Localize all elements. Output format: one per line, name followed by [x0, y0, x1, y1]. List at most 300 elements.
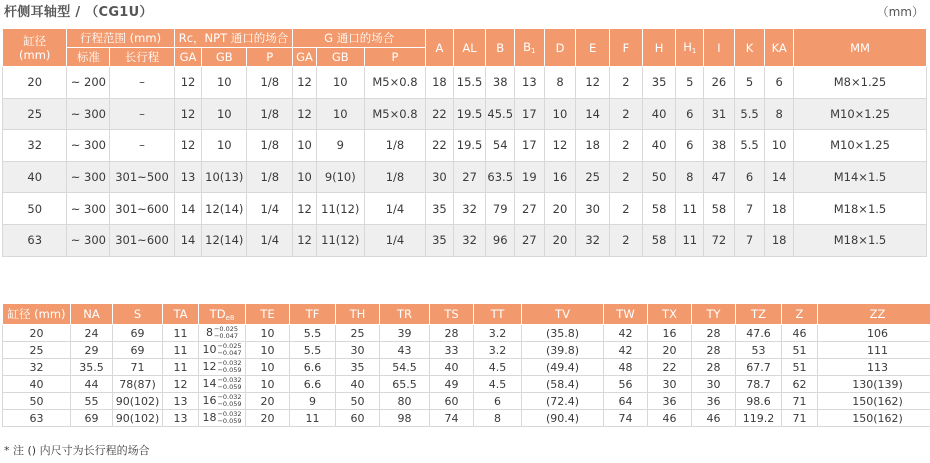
- table2-header: $TD_{e8}$: [199, 304, 246, 325]
- table2-cell: 36: [648, 393, 692, 410]
- table1-cell: 25: [576, 161, 610, 193]
- table2-cell: 14−0.032 −0.059: [199, 376, 246, 393]
- page-title: 杆侧耳轴型 / （CG1U）: [4, 5, 153, 20]
- table1-cell: 27: [515, 193, 545, 225]
- table2-cell: 69: [71, 410, 113, 427]
- table1-cell: 30: [576, 193, 610, 225]
- table1-cell: 18: [765, 193, 794, 225]
- table2-cell: 74: [430, 410, 474, 427]
- table2-cell: 63: [3, 410, 71, 427]
- table2-cell: 30: [336, 342, 380, 359]
- table2-cell: 8: [474, 410, 522, 427]
- table2-cell: 48: [604, 359, 648, 376]
- table1-cell: 32: [453, 193, 486, 225]
- table1-cell: 5.5: [734, 130, 765, 162]
- table2-header: TY: [692, 304, 736, 325]
- table2-cell: (35.8): [522, 325, 604, 342]
- table2-cell: 40: [336, 376, 380, 393]
- table2-cell: 25: [336, 325, 380, 342]
- table2-header: S: [113, 304, 163, 325]
- table2-cell: 3.2: [474, 325, 522, 342]
- table2-row: [3, 342, 930, 359]
- header-P: P: [247, 48, 293, 67]
- table1-cell: 13: [174, 161, 202, 193]
- table1-cell: 1/8: [247, 67, 293, 99]
- table1-cell: M8×1.25: [793, 67, 926, 99]
- table2-cell: 69: [113, 342, 163, 359]
- header-B1: $B_1$: [515, 29, 545, 67]
- header-stroke-range: 行程范围 (mm): [67, 29, 174, 48]
- table1-cell: 301~600: [110, 224, 174, 256]
- header-std: 标准: [67, 48, 110, 67]
- tolerance: −0.032 −0.059: [217, 393, 242, 408]
- table2-header: TH: [336, 304, 380, 325]
- table2-header: TS: [430, 304, 474, 325]
- table2-header: TR: [380, 304, 430, 325]
- table1-cell: 11(12): [316, 193, 364, 225]
- table1-cell: 45.5: [486, 98, 515, 130]
- table1-cell: 12: [293, 98, 317, 130]
- table2-cell: 11: [163, 325, 199, 342]
- table1-cell: 2: [610, 67, 643, 99]
- table2-cell: 5.5: [290, 342, 336, 359]
- table1-cell: 79: [486, 193, 515, 225]
- unit-label: （mm）: [876, 5, 924, 19]
- table2-cell: 47.6: [736, 325, 782, 342]
- tolerance: −0.032 −0.059: [217, 359, 242, 374]
- table1-cell: 2: [610, 161, 643, 193]
- table1-cell: 13: [515, 67, 545, 99]
- header-GB: GB: [202, 48, 247, 67]
- table2-cell: 78.7: [736, 376, 782, 393]
- table1-cell: 54: [486, 130, 515, 162]
- table1-cell: 5: [676, 67, 704, 99]
- table2-cell: 40: [430, 359, 474, 376]
- table1-cell: 19: [515, 161, 545, 193]
- table2-cell: 12: [163, 376, 199, 393]
- table1-cell: 22: [426, 130, 454, 162]
- table1-cell: 10: [293, 161, 317, 193]
- table2-cell: 39: [380, 325, 430, 342]
- table1-cell: ~ 300: [67, 224, 110, 256]
- tolerance: −0.032 −0.059: [217, 410, 242, 425]
- table2-cell: 98.6: [736, 393, 782, 410]
- table1-cell: 12: [174, 67, 202, 99]
- table1-cell: ~ 300: [67, 98, 110, 130]
- table1-cell: 26: [704, 67, 735, 99]
- table2-header: NA: [71, 304, 113, 325]
- table1-cell: 22: [426, 98, 454, 130]
- table2-cell: 55: [71, 393, 113, 410]
- table2-cell: (90.4): [522, 410, 604, 427]
- table2-cell: 64: [604, 393, 648, 410]
- header-K: K: [734, 29, 765, 67]
- table1-cell: 38: [486, 67, 515, 99]
- table1-cell: 1/4: [247, 193, 293, 225]
- table2-cell: 3.2: [474, 342, 522, 359]
- table1-cell: –: [110, 130, 174, 162]
- header-GB-g: GB: [316, 48, 364, 67]
- table1-cell: 5.5: [734, 98, 765, 130]
- table1-cell: M18×1.5: [793, 193, 926, 225]
- table1-cell: 31: [704, 98, 735, 130]
- table1-cell: 40: [642, 130, 676, 162]
- table1-cell: 35: [426, 193, 454, 225]
- table1-cell: 2: [610, 98, 643, 130]
- table2-cell: 22: [648, 359, 692, 376]
- table1-cell: 12: [174, 130, 202, 162]
- table1-cell: ~ 300: [67, 193, 110, 225]
- table2-cell: 46: [692, 410, 736, 427]
- table1-cell: 19.5: [453, 98, 486, 130]
- table2-cell: 71: [113, 359, 163, 376]
- table2-cell: 60: [336, 410, 380, 427]
- table1-cell: 11(12): [316, 224, 364, 256]
- table2-cell: 56: [604, 376, 648, 393]
- table1-row: [3, 161, 927, 193]
- table2-cell: 13: [163, 393, 199, 410]
- table1-cell: 9(10): [316, 161, 364, 193]
- table2-cell: 6.6: [290, 359, 336, 376]
- table1-cell: 10: [544, 98, 576, 130]
- table1-cell: 58: [642, 224, 676, 256]
- table1-cell: 12: [544, 130, 576, 162]
- table2-cell: 71: [782, 393, 818, 410]
- table1-cell: 1/4: [364, 193, 425, 225]
- table1-cell: 58: [642, 193, 676, 225]
- table1-cell: 12(14): [202, 224, 247, 256]
- table1-cell: 301~500: [110, 161, 174, 193]
- table2-row: [3, 393, 930, 410]
- table2-cell: 50: [3, 393, 71, 410]
- table2-header: TE: [246, 304, 290, 325]
- table2-cell: 90(102): [113, 410, 163, 427]
- table2-cell: 51: [782, 342, 818, 359]
- table2-cell: 53: [736, 342, 782, 359]
- table1-cell: 10: [202, 67, 247, 99]
- table2-row: [3, 410, 930, 427]
- table1-cell: 6: [676, 98, 704, 130]
- table2-cell: 36: [692, 393, 736, 410]
- table1-cell: 10: [293, 130, 317, 162]
- table2-cell: 49: [430, 376, 474, 393]
- table1-cell: 32: [453, 224, 486, 256]
- table1-row: [3, 67, 927, 99]
- table1-cell: 12: [576, 67, 610, 99]
- table1-cell: 6: [734, 161, 765, 193]
- table1-cell: 1/8: [247, 161, 293, 193]
- table2-cell: 13: [163, 410, 199, 427]
- table2-cell: 4.5: [474, 359, 522, 376]
- table2-cell: 62: [782, 376, 818, 393]
- table1-cell: 63: [3, 224, 67, 256]
- header-H: H: [642, 29, 676, 67]
- table1-cell: 50: [642, 161, 676, 193]
- table1-cell: 12(14): [202, 193, 247, 225]
- table1-cell: 18: [765, 224, 794, 256]
- table1-cell: 12: [293, 193, 317, 225]
- table1-cell: 6: [765, 67, 794, 99]
- table2-cell: 42: [604, 325, 648, 342]
- table1-cell: –: [110, 67, 174, 99]
- table1-cell: 1/8: [247, 98, 293, 130]
- table2-cell: 20: [3, 325, 71, 342]
- table2-cell: 11: [163, 342, 199, 359]
- table2-cell: 119.2: [736, 410, 782, 427]
- table1-cell: 19.5: [453, 130, 486, 162]
- table1-cell: 25: [3, 98, 67, 130]
- table1-cell: 40: [642, 98, 676, 130]
- table2-cell: 20: [648, 342, 692, 359]
- table2-cell: 9: [290, 393, 336, 410]
- table2-cell: (58.4): [522, 376, 604, 393]
- table1-cell: 63.5: [486, 161, 515, 193]
- dimension-table-2: [2, 303, 930, 427]
- table1-cell: 2: [610, 193, 643, 225]
- table2-cell: 12−0.032 −0.059: [199, 359, 246, 376]
- table1-cell: M14×1.5: [793, 161, 926, 193]
- table1-row: [3, 193, 927, 225]
- tolerance: −0.032 −0.059: [217, 376, 242, 391]
- table2-cell: 10: [246, 359, 290, 376]
- table2-cell: 6: [474, 393, 522, 410]
- header-KA: KA: [765, 29, 794, 67]
- table2-header: TZ: [736, 304, 782, 325]
- table2-cell: 33: [430, 342, 474, 359]
- table1-cell: M10×1.25: [793, 98, 926, 130]
- table2-cell: 69: [113, 325, 163, 342]
- table1-cell: 6: [676, 130, 704, 162]
- table2-header: TT: [474, 304, 522, 325]
- table2-cell: 54.5: [380, 359, 430, 376]
- table2-cell: 40: [3, 376, 71, 393]
- table2-cell: 150(162): [818, 410, 930, 427]
- table2-row: [3, 325, 930, 342]
- table2-cell: 71: [782, 410, 818, 427]
- table1-cell: 10: [316, 98, 364, 130]
- table1-cell: 301~600: [110, 193, 174, 225]
- table2-cell: 67.7: [736, 359, 782, 376]
- table2-cell: 28: [692, 342, 736, 359]
- table2-header: Z: [782, 304, 818, 325]
- table1-cell: 11: [676, 193, 704, 225]
- table1-cell: 7: [734, 193, 765, 225]
- header-g-port: G 通口的场合: [293, 29, 426, 48]
- table1-cell: 10(13): [202, 161, 247, 193]
- header-F: F: [610, 29, 643, 67]
- table2-row: [3, 376, 930, 393]
- table2-cell: 10: [246, 342, 290, 359]
- table2-cell: 11: [163, 359, 199, 376]
- table2-cell: 29: [71, 342, 113, 359]
- table1-cell: 14: [576, 98, 610, 130]
- header-AL: AL: [453, 29, 486, 67]
- header-P-g: P: [364, 48, 425, 67]
- header-long: 长行程: [110, 48, 174, 67]
- header-GA-g: GA: [293, 48, 317, 67]
- table1-cell: 20: [3, 67, 67, 99]
- table2-cell: 113: [818, 359, 930, 376]
- header-GA: GA: [174, 48, 202, 67]
- footnote: * 注 () 内尺寸为长行程的场合: [4, 444, 150, 457]
- table2-cell: 28: [430, 325, 474, 342]
- table1-cell: 10: [316, 67, 364, 99]
- table2-cell: 44: [71, 376, 113, 393]
- table2-cell: (72.4): [522, 393, 604, 410]
- table2-cell: 42: [604, 342, 648, 359]
- table2-cell: 10: [246, 325, 290, 342]
- table2-cell: 20: [246, 410, 290, 427]
- table2-cell: 46: [782, 325, 818, 342]
- table1-cell: 12: [293, 67, 317, 99]
- table2-cell: 30: [648, 376, 692, 393]
- table1-cell: M10×1.25: [793, 130, 926, 162]
- table1-cell: 35: [642, 67, 676, 99]
- table1-cell: 5: [734, 67, 765, 99]
- table1-cell: 15.5: [453, 67, 486, 99]
- table1-cell: 10: [765, 130, 794, 162]
- table1-cell: 35: [426, 224, 454, 256]
- table1-cell: ~ 300: [67, 161, 110, 193]
- table1-cell: 96: [486, 224, 515, 256]
- table1-cell: 8: [765, 98, 794, 130]
- table1-cell: M5×0.8: [364, 67, 425, 99]
- table1-cell: 17: [515, 130, 545, 162]
- table1-cell: 12: [174, 98, 202, 130]
- table2-cell: 106: [818, 325, 930, 342]
- table2-header: TW: [604, 304, 648, 325]
- table2-header: 缸径 (mm): [3, 304, 71, 325]
- table1-cell: ~ 200: [67, 67, 110, 99]
- table2-cell: 111: [818, 342, 930, 359]
- table2-header: TV: [522, 304, 604, 325]
- table2-cell: 46: [648, 410, 692, 427]
- table1-cell: 1/8: [364, 130, 425, 162]
- table2-cell: 74: [604, 410, 648, 427]
- table1-cell: 32: [3, 130, 67, 162]
- table1-cell: 38: [704, 130, 735, 162]
- table2-cell: 43: [380, 342, 430, 359]
- table2-row: [3, 359, 930, 376]
- header-D: D: [544, 29, 576, 67]
- table2-cell: 35: [336, 359, 380, 376]
- table1-cell: 11: [676, 224, 704, 256]
- table2-cell: 24: [71, 325, 113, 342]
- table1-cell: M18×1.5: [793, 224, 926, 256]
- table1-row: [3, 130, 927, 162]
- table1-cell: 18: [576, 130, 610, 162]
- table2-cell: 18−0.032 −0.059: [199, 410, 246, 427]
- table1-cell: 14: [174, 224, 202, 256]
- table2-cell: 65.5: [380, 376, 430, 393]
- table1-cell: 17: [515, 98, 545, 130]
- table2-cell: 28: [692, 359, 736, 376]
- table2-cell: 20: [246, 393, 290, 410]
- table2-cell: 35.5: [71, 359, 113, 376]
- table1-cell: 50: [3, 193, 67, 225]
- table2-cell: (49.4): [522, 359, 604, 376]
- table1-cell: 47: [704, 161, 735, 193]
- table2-cell: 150(162): [818, 393, 930, 410]
- table1-cell: 30: [426, 161, 454, 193]
- table2-header: TF: [290, 304, 336, 325]
- header-MM: MM: [793, 29, 926, 67]
- table2-cell: 28: [692, 325, 736, 342]
- table1-cell: 1/8: [247, 130, 293, 162]
- table2-cell: 25: [3, 342, 71, 359]
- table1-row: [3, 98, 927, 130]
- table1-cell: 9: [316, 130, 364, 162]
- table2-cell: 16: [648, 325, 692, 342]
- table1-cell: 72: [704, 224, 735, 256]
- table1-cell: 18: [426, 67, 454, 99]
- table1-cell: 20: [544, 193, 576, 225]
- header-H1: $H_1$: [676, 29, 704, 67]
- table2-cell: 50: [336, 393, 380, 410]
- table1-cell: 32: [576, 224, 610, 256]
- table1-cell: 14: [765, 161, 794, 193]
- tolerance: −0.025 −0.047: [213, 325, 239, 340]
- table1-cell: 27: [515, 224, 545, 256]
- tolerance: −0.025 −0.047: [217, 342, 242, 357]
- table1-cell: 8: [676, 161, 704, 193]
- table2-cell: 32: [3, 359, 71, 376]
- table2-cell: 30: [692, 376, 736, 393]
- table2-cell: 90(102): [113, 393, 163, 410]
- table1-cell: 14: [174, 193, 202, 225]
- table1-cell: –: [110, 98, 174, 130]
- table2-cell: 4.5: [474, 376, 522, 393]
- dimension-table-1: [2, 28, 927, 257]
- table2-cell: 11: [290, 410, 336, 427]
- table2-cell: 130(139): [818, 376, 930, 393]
- table2-cell: 51: [782, 359, 818, 376]
- table2-cell: 5.5: [290, 325, 336, 342]
- table1-cell: 8: [544, 67, 576, 99]
- table2-cell: 78(87): [113, 376, 163, 393]
- table1-cell: ~ 300: [67, 130, 110, 162]
- table2-cell: 60: [430, 393, 474, 410]
- table1-cell: 10: [202, 98, 247, 130]
- header-rc-npt: Rc，NPT 通口的场合: [174, 29, 293, 48]
- table2-cell: 10: [246, 376, 290, 393]
- table1-cell: 58: [704, 193, 735, 225]
- table1-cell: 1/8: [364, 161, 425, 193]
- table2-header: TA: [163, 304, 199, 325]
- header-E: E: [576, 29, 610, 67]
- table1-cell: 40: [3, 161, 67, 193]
- table2-cell: 10−0.025 −0.047: [199, 342, 246, 359]
- table1-cell: 1/4: [364, 224, 425, 256]
- table2-header: TX: [648, 304, 692, 325]
- header-I: I: [704, 29, 735, 67]
- table2-cell: 8−0.025 −0.047: [199, 325, 246, 342]
- table1-cell: 10: [202, 130, 247, 162]
- table1-cell: M5×0.8: [364, 98, 425, 130]
- table2-cell: (39.8): [522, 342, 604, 359]
- table1-cell: 7: [734, 224, 765, 256]
- table1-cell: 12: [293, 224, 317, 256]
- table2-cell: 98: [380, 410, 430, 427]
- table1-cell: 1/4: [247, 224, 293, 256]
- header-B: B: [486, 29, 515, 67]
- table1-cell: 27: [453, 161, 486, 193]
- table1-cell: 20: [544, 224, 576, 256]
- table2-cell: 6.6: [290, 376, 336, 393]
- table1-row: [3, 224, 927, 256]
- table2-cell: 16−0.032 −0.059: [199, 393, 246, 410]
- table1-cell: 16: [544, 161, 576, 193]
